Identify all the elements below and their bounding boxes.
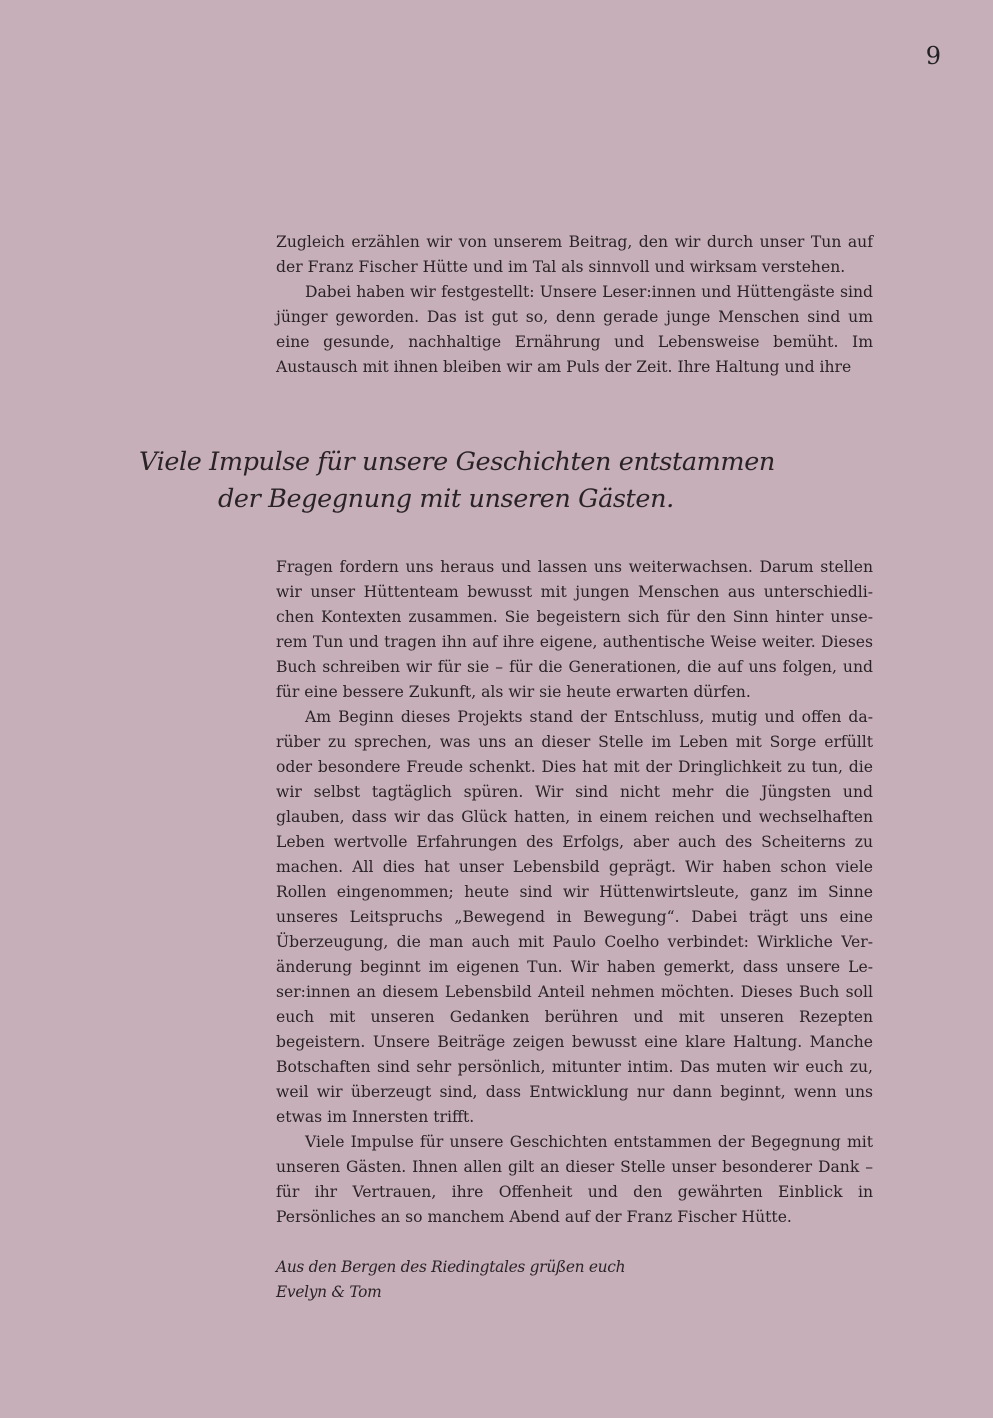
pull-quote-line-1: Viele Impulse für unsere Geschichten entstammen bbox=[139, 447, 775, 477]
intro-paragraph-2: Dabei haben wir festgestellt: Unsere Leser:innen und Hüttengäste sind jünger geworden. Das ist gut so, denn gerade junge Menschen sind um eine gesunde, nachhaltige Ernährung und Lebensweise bemüht. Im Austausch mit ihnen bleiben wir am Puls der Zeit. Ihre Haltung und ihre bbox=[276, 283, 873, 376]
main-paragraph-1: Fragen fordern uns heraus und lassen uns weiterwachsen. Darum stellen wir unser Hüttenteam bewusst mit jungen Menschen aus unterschiedlichen Kontexten zusammen. Sie begeistern sich für den Sinn hinter unserem Tun und tragen ihn auf ihre eigene, authentische Weise weiter. Dieses Buch schreiben wir für sie – für die Generationen, die auf uns folgen, und für eine bessere Zukunft, als wir sie heute erwarten dürfen. bbox=[276, 558, 873, 701]
intro-paragraph-1: Zugleich erzählen wir von unserem Beitrag, den wir durch unser Tun auf der Franz Fischer Hütte und im Tal als sinnvoll und wirksam verstehen. bbox=[276, 233, 873, 276]
page-number: 9 bbox=[925, 42, 941, 70]
signature-names: Evelyn & Tom bbox=[276, 1283, 382, 1301]
signature-greeting: Aus den Bergen des Riedingtales grüßen euch bbox=[276, 1258, 626, 1276]
intro-text-block bbox=[276, 230, 873, 380]
signature bbox=[276, 1255, 625, 1305]
pull-quote-line-2: der Begegnung mit unseren Gästen. bbox=[218, 484, 674, 514]
main-paragraph-3: Viele Impulse für unsere Geschichten entstammen der Begegnung mit unseren Gästen. Ihnen allen gilt an dieser Stelle unser besonderer Dank – für ihr Vertrauen, ihre Offenheit und den gewährten Einblick in Persönliches an so manchem Abend auf der Franz Fischer Hütte. bbox=[276, 1133, 873, 1226]
main-text-block bbox=[276, 555, 873, 1230]
main-paragraph-2: Am Beginn dieses Projekts stand der Entschluss, mutig und offen darüber zu sprechen, was uns an dieser Stelle im Leben mit Sorge erfüllt oder besondere Freude schenkt. Dies hat mit der Dringlichkeit zu tun, die wir selbst tagtäglich spüren. Wir sind nicht mehr die Jüngsten und glauben, dass wir das Glück hatten, in einem reichen und wechselhaften Leben wertvolle Erfahrungen des Erfolgs, aber auch des Scheiterns zu machen. All dies hat unser Lebensbild geprägt. Wir haben schon viele Rollen eingenommen; heute sind wir Hüttenwirtsleute, ganz im Sinne unseres Leitspruchs „Bewegend in Bewegung“. Dabei trägt uns eine Überzeugung, die man auch mit Paulo Coelho verbindet: Wirkliche Veränderung beginnt im eigenen Tun. Wir haben gemerkt, dass unsere Leser:innen an diesem Lebensbild Anteil nehmen möchten. Dieses Buch soll euch mit unseren Gedanken berühren und mit unseren Rezepten begeistern. Unsere Beiträge zeigen bewusst eine klare Haltung. Manche Botschaften sind sehr persönlich, mitunter intim. Das muten wir euch zu, weil wir überzeugt sind, dass Entwicklung nur dann beginnt, wenn uns etwas im Innersten trifft. bbox=[276, 708, 873, 1126]
pull-quote bbox=[139, 444, 839, 518]
